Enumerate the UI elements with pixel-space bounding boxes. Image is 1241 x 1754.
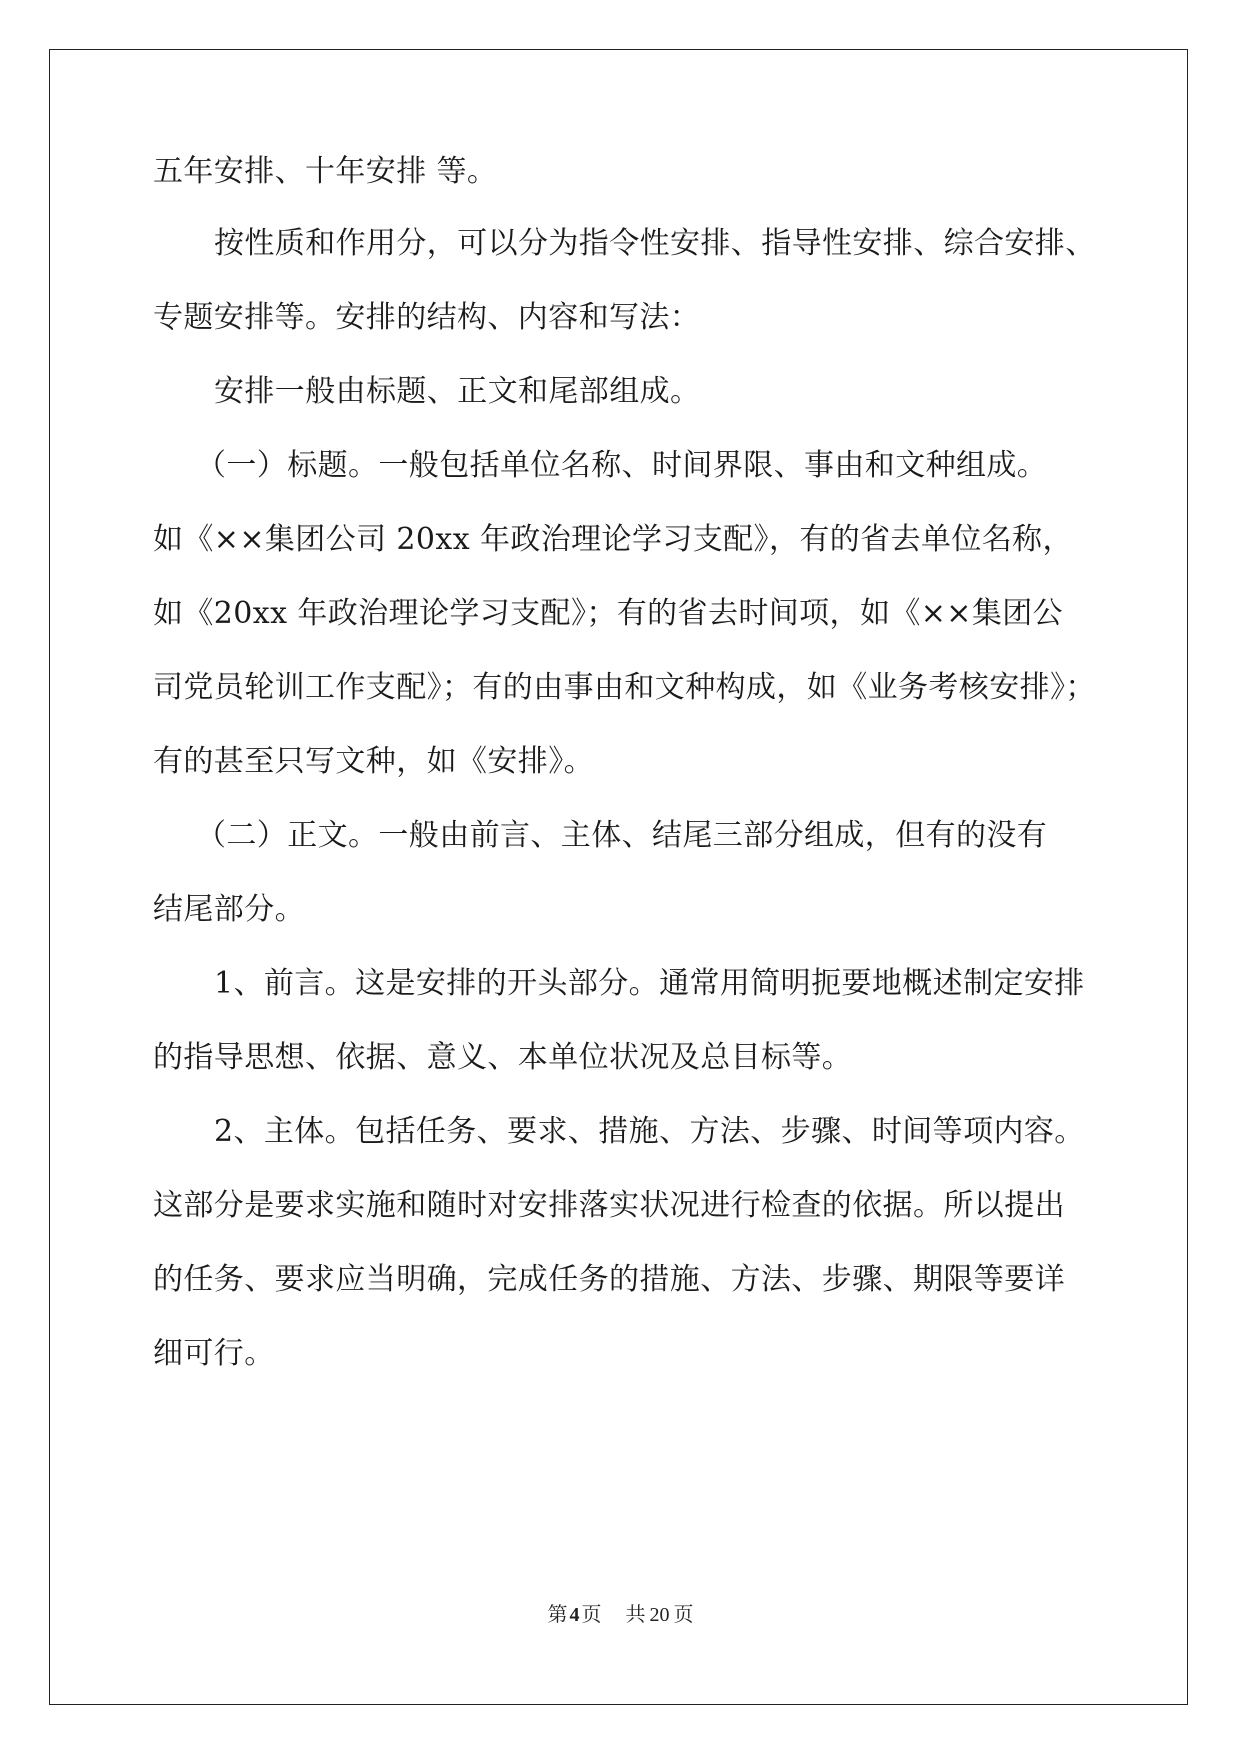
text-line-16: 的任务、要求应当明确，完成任务的措施、方法、步骤、期限等要详 — [153, 1262, 1065, 1297]
text-line-13: 的指导思想、依据、意义、本单位状况及总目标等。 — [153, 1040, 853, 1075]
total-label-suffix: 页 — [673, 1604, 694, 1626]
text-line-3: 专题安排等。安排的结构、内容和写法： — [153, 300, 701, 335]
text-line-1: 五年安排、十年安排 等。 — [153, 154, 498, 189]
page-label-prefix: 第 — [547, 1604, 568, 1626]
text-line-17: 细可行。 — [153, 1336, 275, 1371]
text-line-14: 2、主体。包括任务、要求、措施、方法、步骤、时间等项内容。 — [214, 1114, 1085, 1149]
total-label-prefix: 共 — [625, 1604, 646, 1626]
text-line-9: 有的甚至只写文种，如《安排》。 — [153, 744, 594, 779]
text-line-12: 1、前言。这是安排的开头部分。通常用简明扼要地概述制定安排 — [214, 966, 1085, 1001]
text-line-11: 结尾部分。 — [153, 892, 305, 927]
text-line-10: （二）正文。一般由前言、主体、结尾三部分组成，但有的没有 — [196, 818, 1048, 853]
page-label-suffix: 页 — [581, 1604, 602, 1626]
text-line-6: 如《××集团公司 20xx 年政治理论学习支配》，有的省去单位名称， — [153, 522, 1073, 557]
text-line-15: 这部分是要求实施和随时对安排落实状况进行检查的依据。所以提出 — [153, 1188, 1065, 1223]
page-footer — [0, 1598, 1241, 1627]
page-number: 4 — [569, 1604, 580, 1626]
text-line-4: 安排一般由标题、正文和尾部组成。 — [214, 374, 701, 409]
text-line-2: 按性质和作用分，可以分为指令性安排、指导性安排、综合安排、 — [214, 226, 1096, 261]
text-line-7: 如《20xx 年政治理论学习支配》；有的省去时间项，如《××集团公 — [153, 596, 1064, 631]
text-line-8: 司党员轮训工作支配》；有的由事由和文种构成，如《业务考核安排》； — [153, 670, 1096, 705]
total-pages: 20 — [649, 1604, 670, 1626]
text-line-5: （一）标题。一般包括单位名称、时间界限、事由和文种组成。 — [196, 448, 1048, 483]
